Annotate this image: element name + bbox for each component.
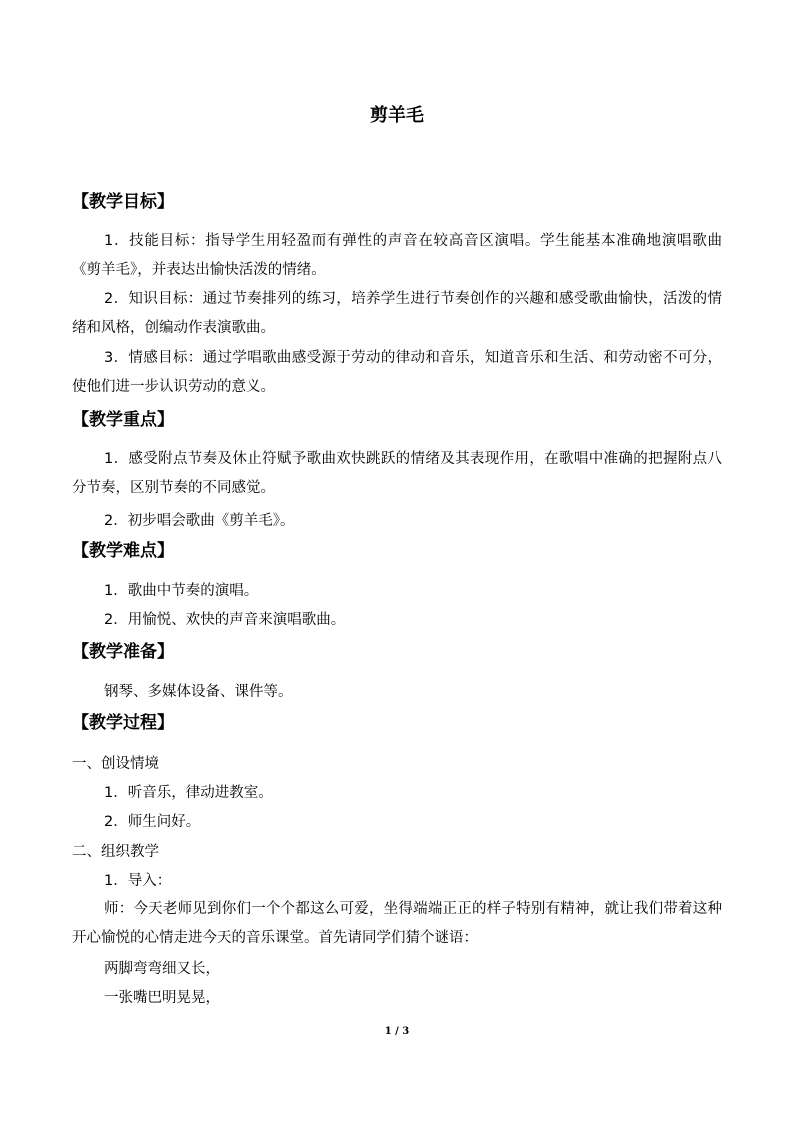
process-part2-intro: 1．导入： xyxy=(104,873,172,889)
process-part1-title: 一、创设情境 xyxy=(72,756,159,772)
page-number: 1 / 3 xyxy=(384,1026,410,1037)
key-point-rhythm: 1．感受附点节奏及休止符赋予歌曲欢快跳跃的情绪及其表现作用，在歌唱中准确的把握附点八分节奏，区别节奏的不同感觉。 xyxy=(72,451,722,496)
preparation-heading: 【教学准备】 xyxy=(72,642,174,662)
teacher-speech: 师：今天老师见到你们一个个都这么可爱，坐得端端正正的样子特别有精神，就让我们带着这种开心愉悦的心情走进今天的音乐课堂。首先请同学们猜个谜语： xyxy=(72,901,722,946)
riddle-line: 一张嘴巴明晃晃， xyxy=(104,990,220,1006)
process-part1-item: 1．听音乐，律动进教室。 xyxy=(104,785,273,801)
page-title: 剪羊毛 xyxy=(370,105,424,126)
preparation-text: 钢琴、多媒体设备、课件等。 xyxy=(104,684,293,700)
difficulty-rhythm: 1．歌曲中节奏的演唱。 xyxy=(104,583,259,599)
riddle-line: 两脚弯弯细又长， xyxy=(104,961,220,977)
objective-emotion: 3．情感目标：通过学唱歌曲感受源于劳动的律动和音乐，知道音乐和生活、和劳动密不可分，使他们进一步认识劳动的意义。 xyxy=(72,350,722,395)
objectives-heading: 【教学目标】 xyxy=(72,192,174,212)
process-part2-title: 二、组织教学 xyxy=(72,844,159,860)
objective-skill: 1．技能目标：指导学生用轻盈而有弹性的声音在较高音区演唱。学生能基本准确地演唱歌曲《剪羊毛》，并表达出愉快活泼的情绪。 xyxy=(72,233,722,278)
process-heading: 【教学过程】 xyxy=(72,713,174,733)
key-points-heading: 【教学重点】 xyxy=(72,410,174,430)
key-point-song: 2．初步唱会歌曲《剪羊毛》。 xyxy=(104,513,295,529)
difficulty-voice: 2．用愉悦、欢快的声音来演唱歌曲。 xyxy=(104,612,346,628)
difficulties-heading: 【教学难点】 xyxy=(72,541,174,561)
objective-knowledge: 2．知识目标：通过节奏排列的练习，培养学生进行节奏创作的兴趣和感受歌曲愉快，活泼的情绪和风格，创编动作表演歌曲。 xyxy=(72,291,722,336)
process-part1-item: 2．师生问好。 xyxy=(104,814,201,830)
